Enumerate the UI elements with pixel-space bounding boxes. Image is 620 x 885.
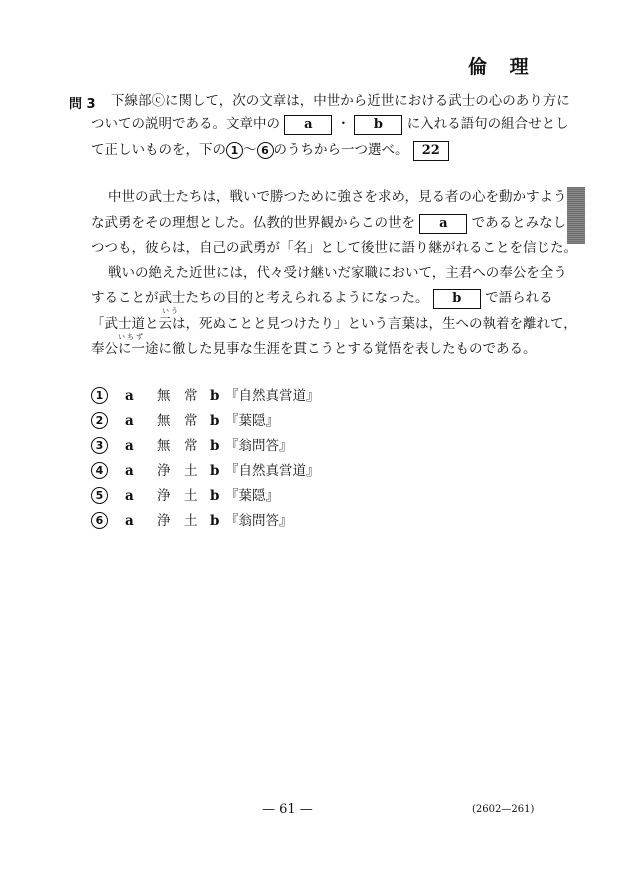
- option-3-a-label: a: [125, 438, 134, 454]
- passage-p1-line-1: 中世の武士たちは，戦いで勝つために強さを求め，見る者の心を動かすよう: [108, 189, 567, 205]
- passage-p2-line-4: 奉公に一途に徹した見事な生涯を貫こうとする覚悟を表したものである。: [91, 341, 537, 357]
- option-4-number: 4: [91, 462, 108, 479]
- prompt-line-2-text-a: ついての説明である。文章中の: [91, 116, 280, 132]
- option-4-b-label: b: [210, 463, 220, 479]
- option-3-b-value: 『翁問答』: [225, 438, 293, 454]
- option-5-b-label: b: [210, 488, 220, 504]
- circled-number-first: 1: [226, 142, 243, 159]
- option-2-number: 2: [91, 412, 108, 429]
- answer-number-box: 22: [413, 141, 449, 161]
- ruby-ichizu: いちず: [118, 333, 145, 341]
- option-1-a-value: 無 常: [157, 388, 198, 404]
- passage-p2-line-2-text-b: で語られる: [485, 290, 553, 306]
- prompt-line-3-tilde: ～: [243, 142, 257, 158]
- option-5-a-label: a: [125, 488, 134, 504]
- blank-b-box: b: [354, 115, 402, 135]
- option-6-a-value: 浄 土: [157, 513, 198, 529]
- option-3-a-value: 無 常: [157, 438, 198, 454]
- exam-code: (2602—261): [472, 804, 535, 815]
- prompt-line-1: 下線部ⓒに関して，次の文章は，中世から近世における武士の心のあり方に: [111, 93, 570, 109]
- prompt-line-2-dot: ・: [336, 116, 351, 132]
- passage-p2-line-2: [91, 288, 553, 309]
- option-6-b-value: 『翁問答』: [225, 513, 293, 529]
- passage-p1-line-3: つつも，彼らは，自己の武勇が「名」として後世に語り継がれることを信じた。: [91, 240, 577, 256]
- prompt-line-2-text-c: に入れる語句の組合せとし: [406, 116, 569, 132]
- section-tab-marker: [567, 187, 585, 244]
- option-1-number: 1: [91, 387, 108, 404]
- option-3-b-label: b: [210, 438, 220, 454]
- option-5-b-value: 『葉隠』: [225, 488, 279, 504]
- option-3-number: 3: [91, 437, 108, 454]
- passage-p2-line-1: 戦いの絶えた近世には，代々受け継いだ家職において，主君への奉公を全う: [108, 265, 567, 281]
- prompt-line-3: [91, 140, 449, 161]
- subject-heading: 倫 理: [468, 56, 537, 78]
- option-2-b-label: b: [210, 413, 220, 429]
- prompt-line-3-text-c: のうちから一つ選べ。: [273, 142, 409, 158]
- passage-p2-line-3: 「武士道と云は，死ぬことと見つけたり」という言葉は，生への執着を離れて，: [91, 316, 577, 332]
- prompt-line-2: [91, 114, 569, 135]
- option-4-a-value: 浄 土: [157, 463, 198, 479]
- option-4-a-label: a: [125, 463, 134, 479]
- question-number: 問 3: [69, 97, 96, 112]
- passage-p2-line-2-text-a: することが武士たちの目的と考えられるようになった。: [91, 290, 429, 306]
- passage-p1-line-2-text-b: であるとみなし: [471, 215, 567, 231]
- option-2-a-label: a: [125, 413, 134, 429]
- passage-blank-b-box: b: [433, 289, 481, 309]
- option-6-number: 6: [91, 512, 108, 529]
- option-2-b-value: 『葉隠』: [225, 413, 279, 429]
- option-5-a-value: 浄 土: [157, 488, 198, 504]
- option-1-b-label: b: [210, 388, 220, 404]
- option-2-a-value: 無 常: [157, 413, 198, 429]
- option-4-b-value: 『自然真営道』: [225, 463, 320, 479]
- passage-p1-line-2: [91, 213, 566, 234]
- option-6-b-label: b: [210, 513, 220, 529]
- passage-p1-line-2-text: な武勇をその理想とした。仏教的世界観からこの世を: [91, 215, 415, 231]
- passage-blank-a-box: a: [419, 214, 467, 234]
- ruby-iu: いう: [162, 307, 180, 315]
- circled-number-last: 6: [257, 142, 274, 159]
- option-1-a-label: a: [125, 388, 134, 404]
- option-6-a-label: a: [125, 513, 134, 529]
- page-number: — 61 —: [262, 802, 313, 817]
- option-5-number: 5: [91, 487, 108, 504]
- prompt-line-3-text-a: て正しいものを，下の: [91, 142, 226, 158]
- option-1-b-value: 『自然真営道』: [225, 388, 320, 404]
- blank-a-box: a: [284, 115, 332, 135]
